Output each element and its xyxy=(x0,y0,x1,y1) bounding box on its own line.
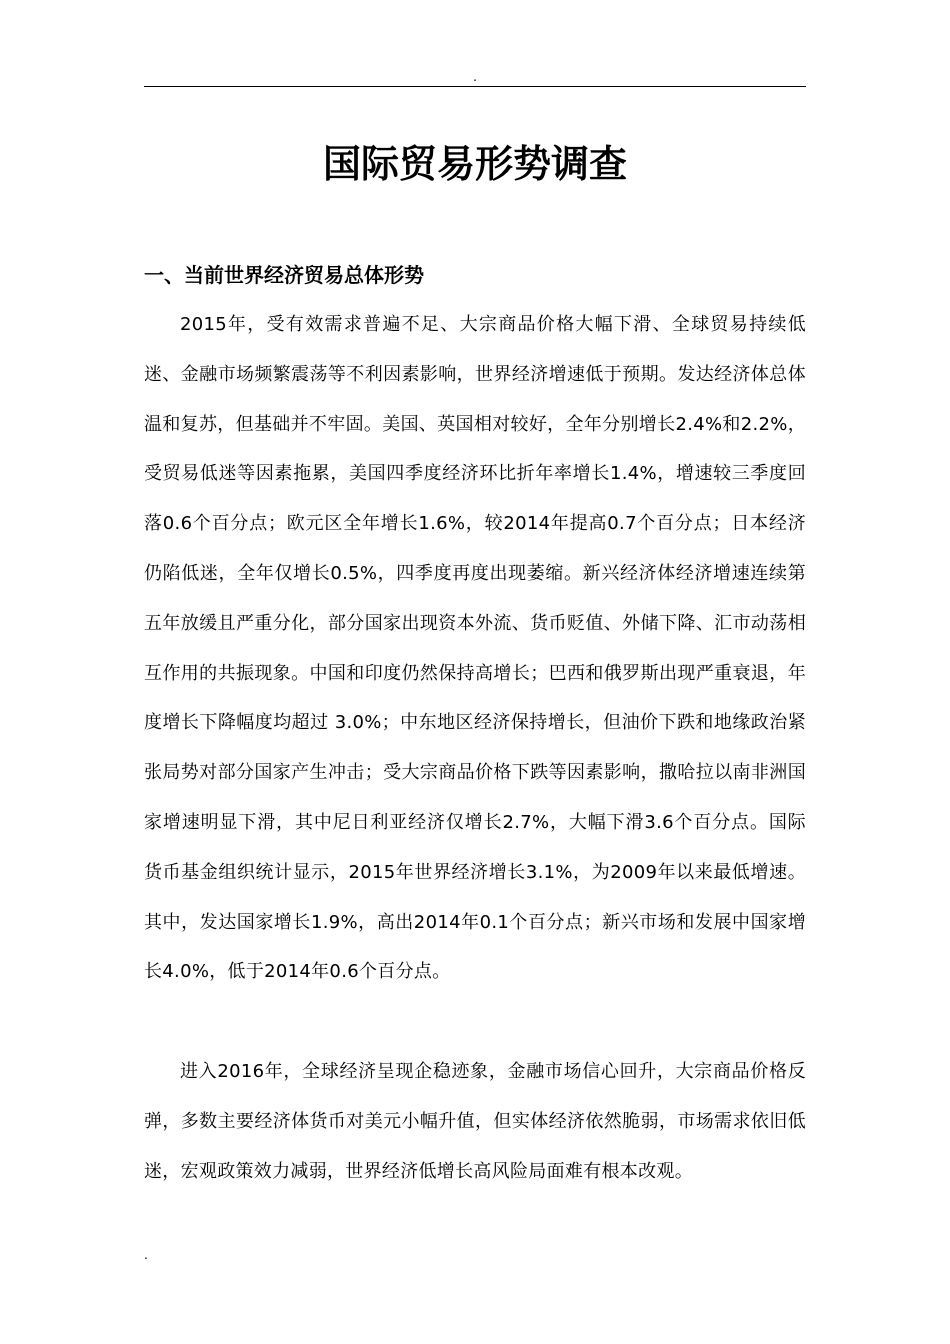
body-paragraph-2: 进入2016年，全球经济呈现企稳迹象，金融市场信心回升，大宗商品价格反弹，多数主要经济体货币对美元小幅升值，但实体经济依然脆弱，市场需求依旧低迷，宏观政策效力减弱，世界经济低增长高风险局面难有根本改观。 xyxy=(144,1061,806,1182)
body-paragraph-1: 2015年，受有效需求普遍不足、大宗商品价格大幅下滑、全球贸易持续低迷、金融市场频繁震荡等不利因素影响，世界经济增速低于预期。发达经济体总体温和复苏，但基础并不牢固。美国、英国相对较好，全年分别增长2.4%和2.2%，受贸易低迷等因素拖累，美国四季度经济环比折年率增长1.4%，增速较三季度回落0.6个百分点；欧元区全年增长1.6%，较2014年提高0.7个百分点；日本经济仍陷低迷，全年仅增长0.5%，四季度再度出现萎缩。新兴经济体经济增速连续第五年放缓且严重分化，部分国家出现资本外流、货币贬值、外储下降、汇市动荡相互作用的共振现象。中国和印度仍然保持高增长；巴西和俄罗斯出现严重衰退，年度增长下降幅度均超过 3.0%；中东地区经济保持增长，但油价下跌和地缘政治紧张局势对部分国家产生冲击；受大宗商品价格下跌等因素影响，撒哈拉以南非洲国家增速明显下滑，其中尼日利亚经济仅增长2.7%，大幅下滑3.6个百分点。国际货币基金组织统计显示，2015年世界经济增长3.1%，为2009年以来最低增速。其中，发达国家增长1.9%，高出2014年0.1个百分点；新兴市场和发展中国家增长4.0%，低于2014年0.6个百分点。 xyxy=(144,314,806,983)
section-heading: 一、当前世界经济贸易总体形势 xyxy=(144,263,424,287)
document-title: 国际贸易形势调查 xyxy=(322,142,627,186)
header-divider xyxy=(144,86,806,87)
header-mark: . xyxy=(473,70,477,84)
footer-mark: . xyxy=(144,1248,148,1262)
